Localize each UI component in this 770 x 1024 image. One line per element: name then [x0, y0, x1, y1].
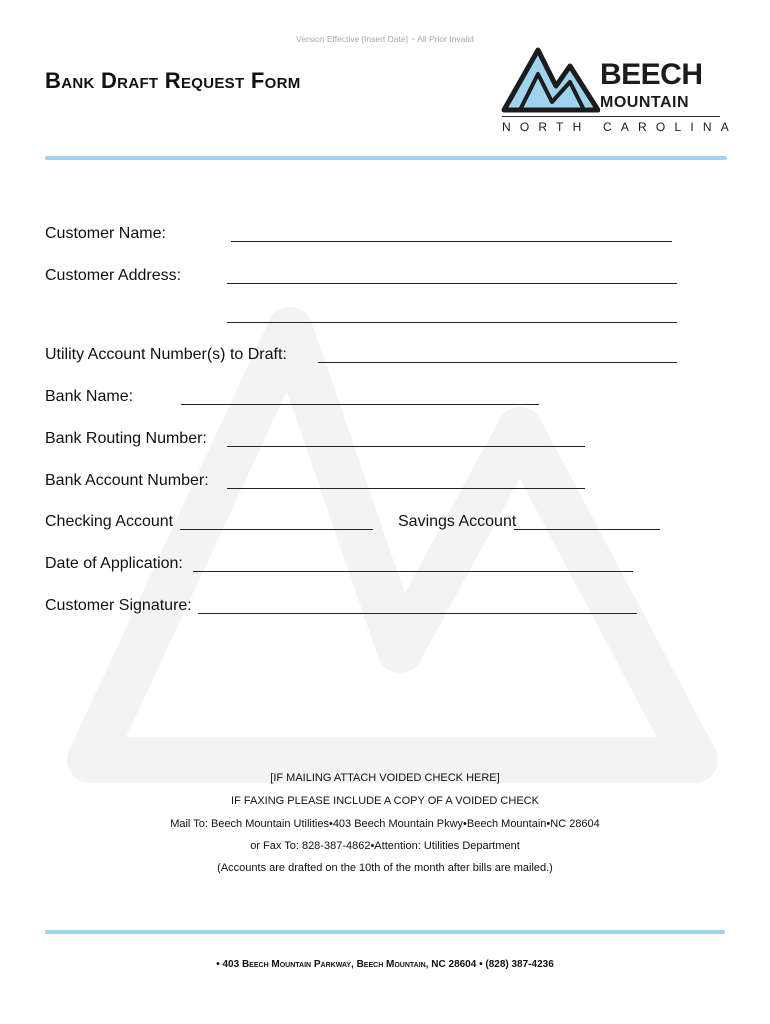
customer-address-field [45, 267, 685, 291]
voided-check-mail-note: [IF MAILING ATTACH VOIDED CHECK HERE] [270, 772, 500, 784]
savings-account-input-line[interactable] [514, 529, 660, 530]
logo-text-mountain: MOUNTAIN [600, 94, 690, 111]
bank-name-field [45, 388, 685, 412]
routing-number-input-line[interactable] [227, 446, 585, 447]
account-number-label: Bank Account Number: [45, 472, 209, 489]
footer-address: • 403 Beech Mountain Parkway, Beech Mountain, NC 28604 • (828) 387-4236 [216, 959, 554, 970]
version-note: Version Effective [Insert Date] ~ All Prior Invalid [296, 34, 474, 44]
utility-account-field [45, 346, 685, 370]
customer-name-input-line[interactable] [231, 241, 672, 242]
date-of-application-field [45, 555, 685, 579]
customer-name-field [45, 225, 685, 249]
account-number-field [45, 472, 685, 496]
customer-address-input-line-2[interactable] [227, 322, 677, 323]
routing-number-field [45, 430, 685, 454]
date-of-application-input-line[interactable] [193, 571, 633, 572]
header-divider [45, 156, 727, 160]
checking-account-label: Checking Account [45, 513, 174, 530]
checking-account-input-line[interactable] [180, 529, 373, 530]
voided-check-fax-note: IF FAXING PLEASE INCLUDE A COPY OF A VOIDED CHECK [231, 795, 539, 807]
page-title: Bank Draft Request Form [45, 68, 301, 93]
routing-number-label: Bank Routing Number: [45, 430, 207, 447]
customer-address-label: Customer Address: [45, 267, 182, 284]
mountain-logo-icon [500, 46, 600, 114]
utility-account-label: Utility Account Number(s) to Draft: [45, 346, 287, 363]
checking-account-field [45, 513, 385, 537]
logo-divider [502, 116, 720, 117]
bank-name-label: Bank Name: [45, 388, 134, 405]
customer-signature-label: Customer Signature: [45, 597, 192, 614]
savings-account-field [398, 513, 528, 537]
draft-schedule-note: (Accounts are drafted on the 10th of the month after bills are mailed.) [217, 862, 553, 874]
utility-account-input-line[interactable] [318, 362, 677, 363]
fax-to-info: or Fax To: 828-387-4862•Attention: Utilities Department [250, 840, 520, 852]
customer-name-label: Customer Name: [45, 225, 166, 242]
beech-mountain-logo [500, 46, 738, 138]
customer-signature-field [45, 597, 685, 621]
logo-text-north-carolina: NORTH CAROLINA [502, 120, 738, 134]
date-of-application-label: Date of Application: [45, 555, 183, 572]
customer-signature-input-line[interactable] [198, 613, 637, 614]
logo-text-beech: BEECH [600, 58, 703, 91]
savings-account-label: Savings Account [398, 513, 517, 530]
account-number-input-line[interactable] [227, 488, 585, 489]
footer-divider [45, 930, 725, 934]
bank-name-input-line[interactable] [181, 404, 539, 405]
mail-to-address: Mail To: Beech Mountain Utilities•403 Beech Mountain Pkwy•Beech Mountain•NC 28604 [170, 818, 600, 830]
customer-address-input-line-1[interactable] [227, 283, 677, 284]
